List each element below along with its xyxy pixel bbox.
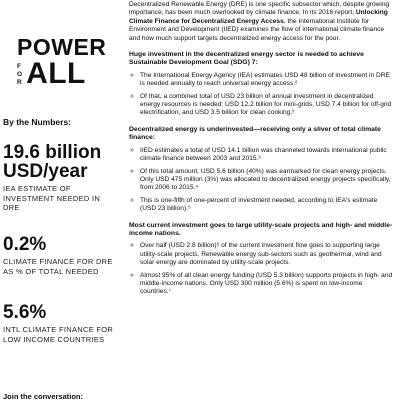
report-title: Unlocking Climate Finance for Decentralized Energy Access <box>129 9 388 25</box>
stat-value: 5.6% <box>3 302 47 323</box>
bullet-icon: » <box>130 196 134 204</box>
list-item: » Of this total amount, USD 5.6 billion (40%) was earmarked for clean energy projects. Only USD 475 million (3%) was allocated to decentralized energy projects specifically, from 2006 to 2015.⁴ <box>130 167 391 192</box>
stat-value: 0.2% <box>3 234 47 255</box>
power-for-all-logo <box>17 36 113 88</box>
stat-climate-finance-dre <box>3 235 121 276</box>
main-content <box>129 0 394 400</box>
list-item: » The International Energy Agency (IEA) estimates USD 48 billion of investment in DRE is needed annually to reach universal energy access.² <box>130 71 390 88</box>
by-numbers-heading: By the Numbers: <box>3 117 72 127</box>
list-item: » Over half (USD 2.8 billion)⁶ of the current investment flow goes to supporting large utility-scale projects. Renewable energy sub-sectors such as geothermal, wind and solar energy are dominated by utility-scale projects. <box>130 242 382 267</box>
list-item: » Almost 95% of all clean energy funding (USD 5.3 billion) supports projects in high- and middle-income nations. Only USD 300 million (5.6%) is spent on low-income countries.⁷ <box>130 271 393 296</box>
bullet-icon: » <box>130 167 134 175</box>
section-heading: Decentralized energy is underinvested—receiving only a sliver of total climate finance: <box>129 125 381 142</box>
logo-power: POWER <box>17 34 107 60</box>
bullet-icon: » <box>130 271 134 279</box>
list-item: » This is one-fifth of one-percent of investment needed, according to IEA's estimate (USD 23 billion).⁵ <box>130 196 378 213</box>
bullet-icon: » <box>130 146 134 154</box>
join-conversation: Join the conversation: <box>3 392 84 401</box>
stat-investment-needed <box>3 143 123 213</box>
stat-caption: IEA ESTIMATE OF INVESTMENT NEEDED IN DRE <box>3 184 101 212</box>
list-item: » IIED estimates a total of USD 14.1 billion was channeled towards international public climate finance between 2003 and 2015.³ <box>130 146 387 163</box>
bullet-icon: » <box>130 242 134 250</box>
section-heading: Huge investment in the decentralized energy sector is needed to achieve Sustainable Development Goal (SDG) 7: <box>129 51 364 67</box>
bullet-list <box>129 72 394 118</box>
section-heading: Most current investment goes to large utility-scale projects and high- and middle-income nations. <box>129 221 393 237</box>
logo-for: F O R <box>17 63 24 86</box>
intro-paragraph: Decentralized Renewable Energy (DRE) is one specific subsector which, despite growing importance, has been much overlooked by climate finance. In its 2016 report, Unlocking Climate Finance for Decentralized Energy Access, the International Institute for Environment and Development (IIED) examines the flow of international climate finance and how much support targets decentralized energy access for the poor. <box>129 1 390 42</box>
list-item: » Of that, a combined total of USD 23 billion of annual investment in decentralized energy resources is needed: USD 12.2 billion for mini-grids, USD 7.4 billion for off-grid electrification, and USD 3.5 billion for clean cooking.³ <box>130 92 392 117</box>
stat-caption: INTL CLIMATE FINANCE FOR LOW INCOME COUNTRIES <box>3 325 114 344</box>
logo-all: ALL <box>26 57 86 90</box>
bullet-list <box>129 147 394 214</box>
stat-low-income <box>3 303 115 344</box>
bullet-list <box>129 242 394 296</box>
sidebar <box>0 0 128 400</box>
bullet-icon: » <box>130 92 134 100</box>
bullet-icon: » <box>130 71 134 79</box>
stat-value: 19.6 billion USD/year <box>3 142 102 182</box>
stat-caption: CLIMATE FINANCE FOR DRE AS % OF TOTAL NEEDED <box>3 257 113 276</box>
